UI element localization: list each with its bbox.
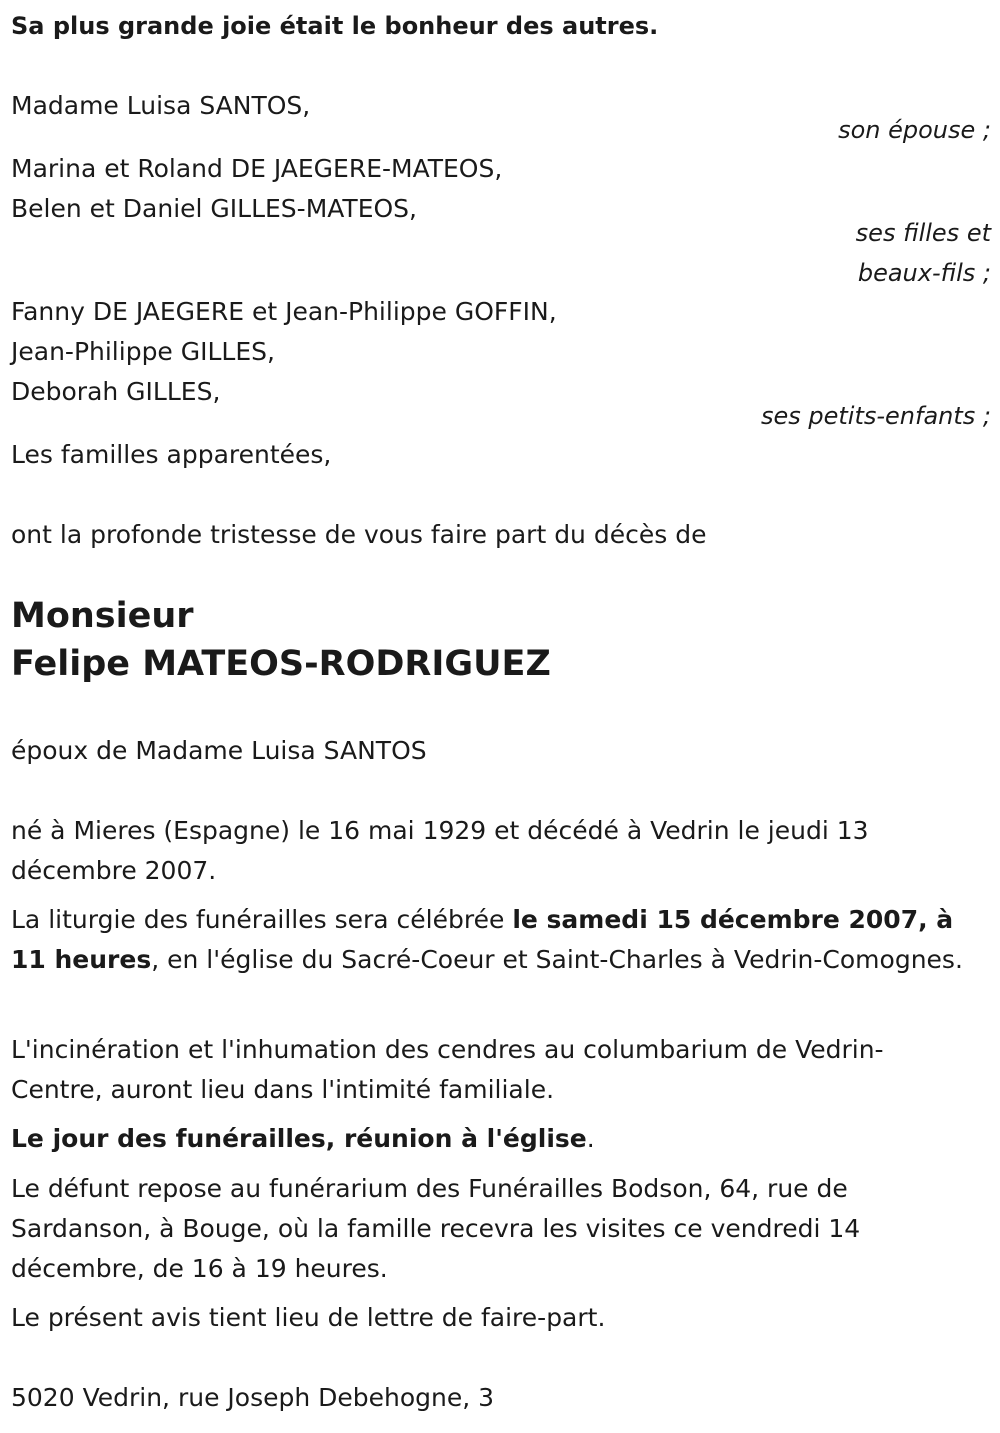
deceased-title: Monsieur	[11, 596, 194, 636]
obituary-notice	[11, 0, 991, 1433]
grandchild-name: Deborah GILLES,	[11, 377, 221, 406]
meeting-text: Le jour des funérailles, réunion à l'église	[11, 1124, 587, 1153]
daughters-role: beaux-fils ;	[857, 259, 991, 287]
address: 5020 Vedrin, rue Joseph Debehogne, 3	[11, 1383, 495, 1412]
announcement: ont la profonde tristesse de vous faire part du décès de	[11, 520, 707, 549]
relatives: Les familles apparentées,	[11, 440, 332, 469]
motto: Sa plus grande joie était le bonheur des autres.	[11, 12, 659, 40]
daughter-name: Belen et Daniel GILLES-MATEOS,	[11, 194, 417, 223]
grandchild-name: Jean-Philippe GILLES,	[11, 337, 275, 366]
birth-death: né à Mieres (Espagne) le 16 mai 1929 et décédé à Vedrin le jeudi 13 décembre 2007.	[11, 816, 869, 885]
meeting	[11, 1119, 971, 1159]
meeting-period: .	[586, 1124, 595, 1153]
liturgy	[11, 900, 971, 980]
grandchildren-role: ses petits-enfants ;	[760, 402, 991, 430]
notice: Le présent avis tient lieu de lettre de faire-part.	[11, 1303, 606, 1332]
grandchild-name: Fanny DE JAEGERE et Jean-Philippe GOFFIN,	[11, 297, 557, 326]
spouse-of: époux de Madame Luisa SANTOS	[11, 736, 427, 765]
liturgy-text: La liturgie des funérailles sera célébrée	[11, 905, 513, 934]
spouse-name: Madame Luisa SANTOS,	[11, 91, 311, 120]
liturgy-place: , en l'église du Sacré-Coeur et Saint-Charles à Vedrin-Comognes.	[151, 945, 963, 974]
cremation: L'incinération et l'inhumation des cendres au columbarium de Vedrin-Centre, auront lieu dans l'intimité familiale.	[11, 1035, 884, 1104]
repose: Le défunt repose au funérarium des Funérailles Bodson, 64, rue de Sardanson, à Bouge, où la famille recevra les visites ce vendredi 14 décembre, de 16 à 19 heures.	[11, 1174, 861, 1283]
daughters-role: ses filles et	[855, 219, 991, 247]
deceased-name: Felipe MATEOS-RODRIGUEZ	[11, 644, 551, 684]
spouse-role: son épouse ;	[838, 116, 991, 144]
daughter-name: Marina et Roland DE JAEGERE-MATEOS,	[11, 154, 503, 183]
liturgy-date: le samedi 15 décembre 2007, à 11 heures	[11, 905, 954, 974]
